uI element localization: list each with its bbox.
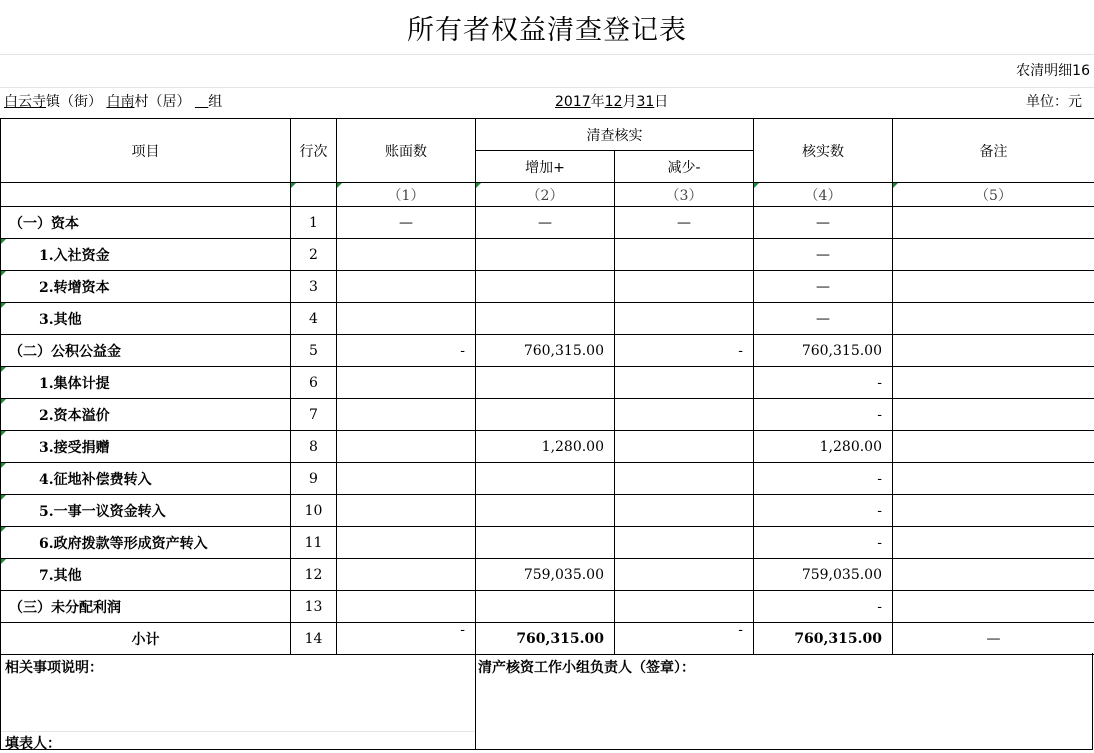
cell-increase: 760,315.00 (476, 623, 615, 655)
col-header-book: 账面数 (337, 119, 476, 183)
idx-2: （2） (476, 183, 615, 207)
date-year-suffix: 年 (591, 94, 605, 110)
cell-book (337, 591, 476, 623)
cell-remark (893, 335, 1094, 367)
cell-remark (893, 239, 1094, 271)
col-header-verified: 核实数 (754, 119, 893, 183)
cell-book (337, 495, 476, 527)
cell-increase (476, 591, 615, 623)
cell-increase (476, 303, 615, 335)
cell-item: 3.接受捐赠 (1, 431, 291, 463)
cell-increase (476, 367, 615, 399)
cell-decrease: - (615, 335, 754, 367)
cell-book (337, 271, 476, 303)
cell-remark: — (893, 623, 1094, 655)
cell-verified: — (754, 207, 893, 239)
unit-label: 单位：元 (1026, 92, 1082, 112)
col-header-line: 行次 (291, 119, 337, 183)
cell-item: 1.入社资金 (1, 239, 291, 271)
cell-line: 1 (291, 207, 337, 239)
cell-item: （二）公积公益金 (1, 335, 291, 367)
cell-remark (893, 399, 1094, 431)
cell-decrease (615, 431, 754, 463)
cell-item: （一）资本 (1, 207, 291, 239)
cell-increase (476, 239, 615, 271)
col-header-remarks: 备注 (893, 119, 1094, 183)
table-row (1, 463, 1094, 495)
cell-verified: - (754, 495, 893, 527)
table-row (1, 527, 1094, 559)
cell-verified: 760,315.00 (754, 335, 893, 367)
table-row (1, 399, 1094, 431)
cell-increase: 760,315.00 (476, 335, 615, 367)
cell-line: 5 (291, 335, 337, 367)
cell-verified: - (754, 367, 893, 399)
idx-5: （5） (893, 183, 1094, 207)
town-name: 白云寺 (4, 94, 46, 110)
cell-decrease (615, 495, 754, 527)
cell-line: 8 (291, 431, 337, 463)
date-year: 2017 (555, 94, 591, 110)
form-code: 农清明细16 (1016, 58, 1090, 88)
table-row (1, 271, 1094, 303)
cell-book (337, 367, 476, 399)
cell-verified: 759,035.00 (754, 559, 893, 591)
location (4, 92, 222, 112)
cell-line: 10 (291, 495, 337, 527)
cell-verified: — (754, 271, 893, 303)
cell-verified: 760,315.00 (754, 623, 893, 655)
col-header-increase: 增加+ (476, 151, 615, 183)
notes-box (0, 653, 476, 750)
table-row (1, 207, 1094, 239)
footer-area (0, 653, 1094, 751)
cell-decrease (615, 303, 754, 335)
cell-increase: 759,035.00 (476, 559, 615, 591)
cell-line: 14 (291, 623, 337, 655)
cell-item: 2.转增资本 (1, 271, 291, 303)
idx-cell-item (1, 183, 291, 207)
date-day-suffix: 日 (654, 94, 668, 110)
cell-item: 小计 (1, 623, 291, 655)
col-header-verification: 清查核实 (476, 119, 754, 151)
group-name (195, 94, 208, 110)
cell-increase (476, 399, 615, 431)
cell-remark (893, 303, 1094, 335)
cell-decrease (615, 367, 754, 399)
town-suffix: 镇（街） (46, 94, 102, 110)
cell-verified: - (754, 399, 893, 431)
cell-increase (476, 527, 615, 559)
cell-remark (893, 527, 1094, 559)
cell-item: 7.其他 (1, 559, 291, 591)
cell-verified: — (754, 303, 893, 335)
cell-item: 4.征地补偿费转入 (1, 463, 291, 495)
cell-remark (893, 559, 1094, 591)
responsible-label: 清产核资工作小组负责人（签章）： (478, 657, 695, 677)
cell-book (337, 559, 476, 591)
report-date (555, 92, 668, 112)
cell-remark (893, 271, 1094, 303)
cell-verified: — (754, 239, 893, 271)
cell-verified: 1,280.00 (754, 431, 893, 463)
cell-increase: 1,280.00 (476, 431, 615, 463)
cell-book: - (337, 623, 476, 655)
subtotal-row (1, 623, 1094, 655)
cell-book (337, 303, 476, 335)
date-day: 31 (636, 94, 654, 110)
cell-decrease (615, 463, 754, 495)
cell-increase (476, 463, 615, 495)
cell-book (337, 463, 476, 495)
cell-remark (893, 367, 1094, 399)
table-row (1, 559, 1094, 591)
cell-increase (476, 495, 615, 527)
cell-line: 11 (291, 527, 337, 559)
cell-increase: — (476, 207, 615, 239)
cell-verified: - (754, 527, 893, 559)
table-row (1, 495, 1094, 527)
table-row (1, 239, 1094, 271)
table-row (1, 303, 1094, 335)
cell-decrease (615, 591, 754, 623)
cell-decrease: - (615, 623, 754, 655)
cell-line: 6 (291, 367, 337, 399)
cell-book (337, 399, 476, 431)
cell-decrease (615, 239, 754, 271)
cell-increase (476, 271, 615, 303)
table-row (1, 591, 1094, 623)
cell-item: （三）未分配利润 (1, 591, 291, 623)
village-suffix: 村（居） (134, 94, 190, 110)
cell-line: 4 (291, 303, 337, 335)
cell-remark (893, 463, 1094, 495)
cell-decrease (615, 527, 754, 559)
header-row (0, 88, 1094, 118)
cell-verified: - (754, 463, 893, 495)
cell-decrease (615, 271, 754, 303)
table-row (1, 367, 1094, 399)
cell-remark (893, 495, 1094, 527)
cell-line: 9 (291, 463, 337, 495)
table-row (1, 431, 1094, 463)
cell-item: 3.其他 (1, 303, 291, 335)
cell-remark (893, 591, 1094, 623)
cell-remark (893, 207, 1094, 239)
page-title: 所有者权益清查登记表 (0, 0, 1094, 55)
idx-4: （4） (754, 183, 893, 207)
col-header-decrease: 减少- (615, 151, 754, 183)
cell-book: — (337, 207, 476, 239)
cell-item: 1.集体计提 (1, 367, 291, 399)
cell-line: 12 (291, 559, 337, 591)
group-suffix: 组 (208, 94, 222, 110)
col-header-item: 项目 (1, 119, 291, 183)
cell-book (337, 239, 476, 271)
cell-remark (893, 431, 1094, 463)
responsible-box (474, 653, 1093, 750)
cell-item: 5.一事一议资金转入 (1, 495, 291, 527)
cell-verified: - (754, 591, 893, 623)
cell-line: 3 (291, 271, 337, 303)
village-name: 白南 (106, 94, 134, 110)
idx-1: （1） (337, 183, 476, 207)
cell-item: 2.资本溢价 (1, 399, 291, 431)
cell-book (337, 527, 476, 559)
cell-line: 2 (291, 239, 337, 271)
cell-decrease: — (615, 207, 754, 239)
cell-line: 7 (291, 399, 337, 431)
cell-decrease (615, 399, 754, 431)
date-month-suffix: 月 (622, 94, 636, 110)
filler-label: 填表人： (5, 733, 61, 753)
date-month: 12 (605, 94, 623, 110)
idx-3: （3） (615, 183, 754, 207)
notes-label: 相关事项说明： (5, 657, 103, 677)
idx-cell-line (291, 183, 337, 207)
cell-item: 6.政府拨款等形成资产转入 (1, 527, 291, 559)
cell-book: - (337, 335, 476, 367)
cell-book (337, 431, 476, 463)
cell-decrease (615, 559, 754, 591)
cell-line: 13 (291, 591, 337, 623)
equity-table (0, 118, 1094, 655)
table-row (1, 335, 1094, 367)
